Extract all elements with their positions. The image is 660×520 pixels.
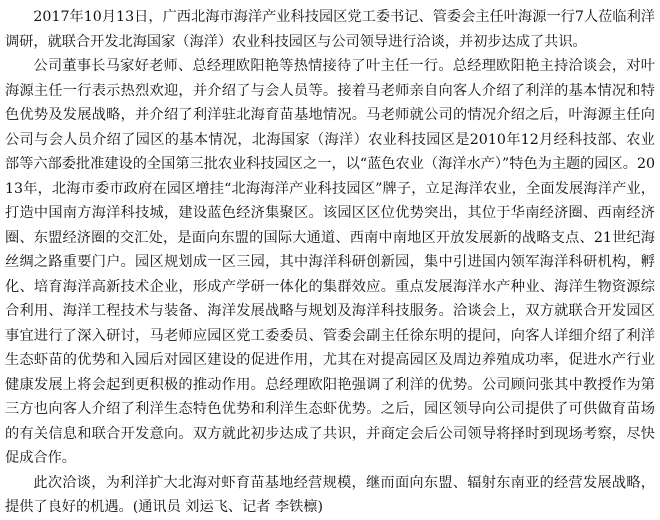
article-paragraph-3: 此次洽谈，为利洋扩大北海对虾育苗基地经营规模，继而面向东盟、辐射东南亚的经营发展战略，提供了良好的机遇。(通讯员 刘运飞、记者 李铁檩) <box>5 474 655 515</box>
article-paragraph-1: 2017年10月13日，广西北海市海洋产业科技园区党工委书记、管委会主任叶海源一行7人莅临利洋调研，就联合开发北海国家（海洋）农业科技园区与公司领导进行洽谈，并初步达成了共识。 <box>5 9 655 50</box>
article-paragraph-2: 公司董事长马家好老师、总经理欧阳艳等热情接待了叶主任一行。总经理欧阳艳主持洽谈会，对叶海源主任一行表示热烈欢迎，并介绍了与会人员等。接着马老师亲自向客人介绍了利洋的基本情况和特色优势及发展战略，并介绍了利洋驻北海育苗基地情况。马老师就公司的情况介绍之后，叶海源主任向公司与会人员介绍了园区的基本情况，北海国家（海洋）农业科技园区是2010年12月经科技部、农业部等六部委批准建设的全国第三批农业科技园区之一，以“蓝色农业（海洋水产）”特色为主题的园区。2013年，北海市委市政府在园区增挂“北海海洋产业科技园区”牌子，立足海洋农业，全面发展海洋产业，打造中国南方海洋科技城，建设蓝色经济集聚区。该园区区位优势突出，其位于华南经济圈、西南经济圈、东盟经济圈的交汇处，是面向东盟的国际大通道、西南中南地区开放发展新的战略支点、21世纪海丝绸之路重要门户。园区规划成一区三园，其中海洋科研创新园，集中引进国内领军海洋科研机构，孵化、培育海洋高新技术企业，形成产学研一体化的集群效应。重点发展海洋水产种业、海洋生物资源综合利用、海洋工程技术与装备、海洋发展战略与规划及海洋科技服务。洽谈会上，双方就联合开发园区事宜进行了深入研讨，马老师应园区党工委委员、管委会副主任徐东明的提问，向客人详细介绍了利洋生态虾苗的优势和入园后对园区建设的促进作用，尤其在对提高园区及周边养殖成功率，促进水产行业健康发展上将会起到更积极的推动作用。总经理欧阳艳强调了利洋的优势。公司顾问张其中教授作为第三方也向客人介绍了利洋生态特色优势和利洋生态虾优势。之后，园区领导向公司提供了可供做育苗场的有关信息和联合开发意向。双方就此初步达成了共识，并商定会后公司领导将择时到现场考察，尽快促成合作。 <box>5 58 655 466</box>
